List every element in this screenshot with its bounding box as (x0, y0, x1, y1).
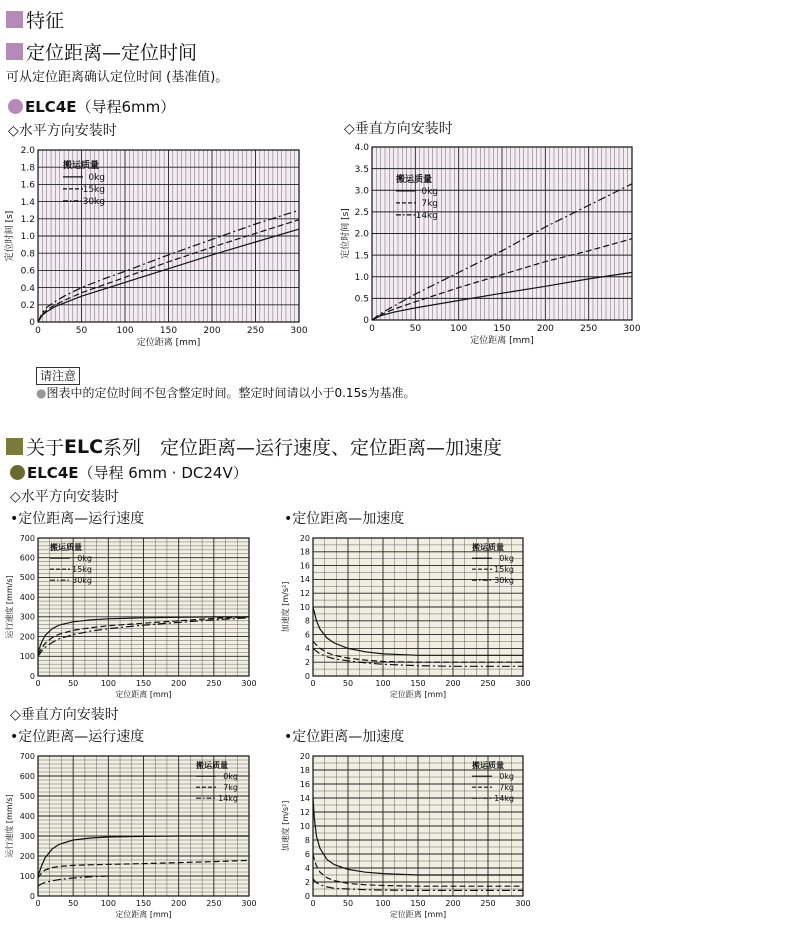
y-tick-label: 200 (19, 851, 35, 861)
x-tick-label: 0 (35, 899, 41, 908)
y-tick-label: 0 (304, 891, 310, 901)
y-tick-label: 400 (19, 811, 35, 821)
legend-entry: 7kg (223, 783, 238, 792)
y-axis-label: 加速度 [m/s²] (281, 800, 290, 852)
x-tick-label: 50 (342, 679, 354, 688)
x-tick-label: 150 (135, 679, 152, 688)
y-tick-label: 8 (304, 835, 310, 845)
model-suffix: （导程6mm） (76, 98, 176, 116)
y-tick-label: 20 (299, 533, 310, 543)
accel-title-text-v: 定位距离—加速度 (292, 729, 405, 745)
x-tick-label: 150 (135, 899, 152, 908)
y-tick-label: 1.5 (354, 251, 369, 262)
x-axis-label: 定位距离 [mm] (389, 690, 447, 699)
x-tick-label: 0 (310, 899, 316, 908)
legend-entry: 0kg (499, 772, 514, 781)
x-axis-label: 定位距离 [mm] (470, 336, 534, 346)
legend-entry: 0kg (88, 173, 105, 183)
speed-horizontal-chart (0, 528, 270, 700)
y-tick-label: 14 (299, 575, 310, 585)
y-tick-label: 100 (19, 652, 35, 662)
y-tick-label: 18 (299, 547, 310, 557)
y-tick-label: 200 (19, 632, 35, 642)
y-tick-label: 3.0 (354, 186, 369, 197)
x-tick-label: 100 (375, 679, 391, 688)
y-tick-label: 0.4 (20, 283, 35, 294)
accel-vertical-chart (276, 746, 546, 921)
legend-entry: 14kg (218, 794, 238, 803)
horizontal-label: ◇水平方向安装时 (8, 123, 117, 139)
y-tick-label: 2.0 (20, 146, 35, 157)
y-tick-label: 16 (299, 561, 310, 571)
model-name: ELC4E (25, 97, 77, 116)
series-title-rest: 系列 定位距离—运行速度、定位距离—加速度 (103, 437, 503, 459)
legend-title: 搬运质量 (396, 175, 433, 185)
bullet-icon: • (284, 729, 293, 745)
legend-entry: 14kg (415, 211, 438, 221)
x-tick-label: 250 (206, 679, 222, 688)
legend-entry: 0kg (421, 187, 438, 197)
y-tick-label: 300 (19, 831, 35, 841)
y-tick-label: 0 (304, 671, 310, 681)
x-tick-label: 100 (116, 326, 134, 336)
y-tick-label: 1.8 (20, 163, 35, 174)
x-tick-label: 150 (410, 679, 426, 688)
speed-title-h (10, 508, 144, 528)
x-tick-label: 200 (445, 679, 461, 688)
y-tick-label: 300 (19, 612, 35, 622)
x-tick-label: 150 (410, 899, 426, 908)
y-tick-label: 14 (299, 793, 310, 803)
y-tick-label: 1.2 (20, 214, 35, 225)
y-axis-label: 加速度 [m/s²] (281, 581, 290, 633)
y-tick-label: 2 (304, 877, 310, 887)
y-tick-label: 10 (299, 821, 310, 831)
bullet-icon: • (10, 511, 19, 527)
y-tick-label: 3.5 (354, 164, 369, 175)
x-tick-label: 300 (241, 899, 257, 908)
pink-dot-icon (8, 99, 23, 114)
x-tick-label: 50 (75, 326, 88, 336)
bullet-icon: • (284, 511, 293, 527)
legend-entry: 0kg (499, 554, 514, 563)
x-tick-label: 250 (580, 324, 598, 334)
y-axis-label: 定位时间 [s] (341, 208, 351, 259)
y-axis-label: 定位时间 [s] (5, 210, 15, 262)
y-tick-label: 0 (363, 316, 369, 327)
y-tick-label: 6 (304, 630, 310, 640)
y-tick-label: 2 (304, 658, 310, 667)
note (36, 384, 415, 401)
y-tick-label: 0 (29, 671, 35, 681)
y-tick-label: 4 (304, 644, 310, 654)
x-tick-label: 200 (171, 679, 187, 688)
time-horizontal-chart (0, 140, 330, 355)
speed-title-text-h: 定位距离—运行速度 (18, 511, 145, 527)
x-tick-label: 100 (100, 679, 116, 688)
legend-entry: 0kg (77, 554, 92, 563)
y-tick-label: 0.5 (354, 294, 369, 305)
x-tick-label: 250 (206, 899, 222, 908)
legend-entry: 14kg (494, 794, 514, 803)
x-tick-label: 300 (515, 899, 531, 908)
bullet-icon: • (10, 729, 19, 745)
x-tick-label: 0 (35, 326, 41, 336)
legend-title: 搬运质量 (196, 761, 228, 770)
y-tick-label: 0.8 (20, 249, 35, 260)
legend-entry: 15kg (82, 185, 105, 195)
x-tick-label: 50 (68, 679, 79, 688)
horizontal-label-2: ◇水平方向安装时 (10, 489, 119, 505)
vertical-label: ◇垂直方向安装时 (344, 121, 453, 137)
legend-entry: 7kg (421, 199, 438, 209)
accel-title-text-h: 定位距离—加速度 (292, 511, 405, 527)
legend-entry: 0kg (223, 772, 238, 781)
legend-entry: 30kg (82, 197, 105, 207)
y-tick-label: 600 (19, 553, 35, 563)
x-tick-label: 250 (480, 899, 496, 908)
y-tick-label: 1.0 (20, 232, 35, 243)
y-tick-label: 500 (19, 573, 35, 583)
accel-title-v (284, 726, 404, 746)
legend-title: 搬运质量 (63, 161, 100, 171)
pink-square-icon (6, 43, 23, 60)
legend-title: 搬运质量 (472, 761, 504, 770)
description: 可从定位距离确认定位时间 (基准值)。 (6, 70, 229, 85)
x-tick-label: 50 (342, 899, 354, 908)
x-tick-label: 300 (241, 679, 257, 688)
x-tick-label: 0 (310, 679, 316, 688)
vertical-label-2: ◇垂直方向安装时 (10, 707, 119, 723)
x-tick-label: 200 (445, 899, 461, 908)
model-heading-1 (8, 96, 175, 117)
x-tick-label: 300 (623, 324, 641, 334)
dist-time-title: 定位距离—定位时间 (26, 42, 198, 64)
x-tick-label: 250 (246, 326, 265, 336)
series-title-prefix: 关于 (26, 437, 65, 459)
y-tick-label: 12 (299, 807, 310, 817)
features-title: 特征 (26, 10, 65, 32)
legend-title: 搬运质量 (472, 543, 504, 552)
section-header-dist-time (6, 38, 197, 65)
olive-square-icon (6, 438, 23, 455)
x-axis-label: 定位距离 [mm] (389, 910, 447, 919)
y-tick-label: 700 (19, 751, 35, 761)
y-tick-label: 0 (29, 318, 35, 329)
section-header-series (6, 433, 502, 460)
x-tick-label: 50 (68, 899, 79, 908)
y-tick-label: 6 (304, 849, 310, 859)
model-heading-2 (10, 462, 248, 483)
x-tick-label: 150 (159, 326, 178, 336)
x-axis-label: 定位距离 [mm] (115, 910, 172, 919)
y-tick-label: 20 (299, 751, 310, 761)
x-tick-label: 100 (375, 899, 391, 908)
y-tick-label: 0.6 (20, 266, 35, 277)
y-tick-label: 0 (29, 891, 35, 901)
y-tick-label: 8 (304, 616, 310, 626)
model-name-2: ELC4E (27, 463, 79, 482)
x-axis-label: 定位距离 [mm] (115, 690, 172, 699)
x-tick-label: 200 (203, 326, 221, 336)
y-tick-label: 1.4 (20, 197, 35, 208)
y-tick-label: 10 (299, 602, 310, 612)
y-tick-label: 16 (299, 779, 310, 789)
x-tick-label: 200 (171, 899, 187, 908)
y-axis-label: 运行速度 [mm/s] (5, 575, 14, 639)
x-tick-label: 150 (493, 324, 511, 334)
legend-title: 搬运质量 (50, 543, 82, 552)
speed-title-v (10, 726, 144, 746)
y-tick-label: 2.5 (354, 208, 369, 219)
note-title: 请注意 (36, 367, 80, 385)
y-tick-label: 1.0 (354, 272, 369, 283)
x-tick-label: 250 (480, 679, 496, 688)
accel-horizontal-chart (276, 528, 546, 700)
olive-dot-icon (10, 465, 25, 480)
section-header-features (6, 6, 64, 33)
legend-entry: 30kg (72, 576, 92, 585)
note-text: 图表中的定位时间不包含整定时间。整定时间请以小于0.15s为基准。 (46, 386, 416, 400)
y-tick-label: 700 (19, 533, 35, 543)
x-tick-label: 300 (290, 326, 308, 336)
gray-dot-icon: ● (36, 386, 47, 400)
y-tick-label: 0.2 (20, 300, 35, 311)
pink-square-icon (6, 11, 23, 28)
y-tick-label: 2.0 (354, 229, 369, 240)
y-axis-label: 运行速度 [mm/s] (5, 794, 14, 858)
x-tick-label: 100 (100, 899, 116, 908)
y-tick-label: 4 (304, 863, 310, 873)
legend-entry: 15kg (72, 565, 92, 574)
x-tick-label: 0 (369, 324, 375, 334)
y-tick-label: 18 (299, 765, 310, 775)
model-suffix-2: （导程 6mm · DC24V） (78, 464, 248, 482)
y-tick-label: 12 (299, 589, 310, 598)
x-tick-label: 200 (536, 324, 554, 334)
x-tick-label: 300 (515, 679, 531, 688)
speed-vertical-chart (0, 746, 270, 921)
x-tick-label: 50 (409, 324, 422, 334)
accel-title-h (284, 508, 404, 528)
time-vertical-chart (336, 140, 656, 355)
legend-entry: 15kg (494, 565, 514, 574)
series-title-model: ELC (64, 435, 104, 458)
y-tick-label: 100 (19, 871, 35, 881)
x-tick-label: 0 (35, 679, 41, 688)
x-axis-label: 定位距离 [mm] (136, 338, 201, 348)
speed-title-text-v: 定位距离—运行速度 (18, 729, 145, 745)
y-tick-label: 4.0 (354, 143, 369, 154)
y-tick-label: 600 (19, 771, 35, 781)
legend-entry: 7kg (499, 783, 514, 792)
y-tick-label: 1.6 (20, 180, 35, 191)
y-tick-label: 400 (19, 592, 35, 602)
legend-entry: 30kg (494, 576, 514, 585)
x-tick-label: 100 (450, 324, 468, 334)
y-tick-label: 500 (19, 791, 35, 801)
